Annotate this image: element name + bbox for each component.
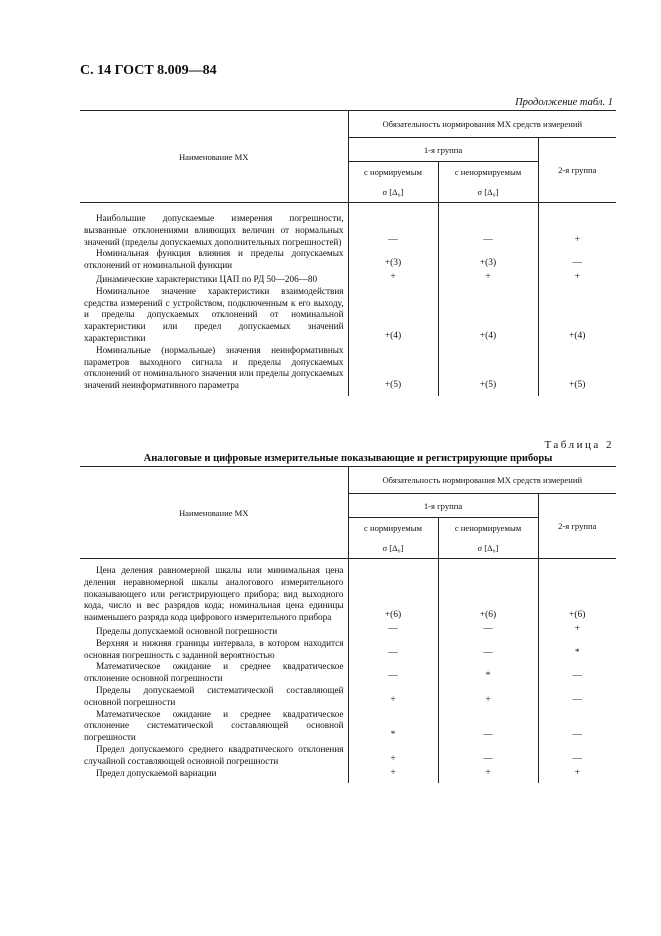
cell-unnormed: +(4) <box>438 286 538 345</box>
cell-group2: * <box>574 647 580 658</box>
row-name: Предел допускаемого среднего квадратического отклонения случайной составляющей основной погрешности <box>80 744 348 768</box>
column-header-obligation: Обязательность нормирования МХ средств измерений <box>348 467 616 494</box>
table-row <box>80 638 616 662</box>
cell-unnormed: +(3) <box>438 248 538 272</box>
table-row <box>80 559 616 624</box>
table-1 <box>80 110 616 396</box>
cell-group2: — <box>572 753 582 764</box>
cell-normed: + <box>348 272 438 286</box>
cell-group2: + <box>574 767 580 778</box>
cell-group2: +(6) <box>569 610 586 621</box>
row-name: Номинальная функция влияния и пределы допускаемых отклонений от номинальной функции <box>80 248 348 272</box>
cell-unnormed: + <box>438 685 538 709</box>
table-row <box>80 685 616 709</box>
column-header-group1: 1-я группа <box>348 138 538 162</box>
cell-normed: + <box>348 768 438 784</box>
table-2-label: Таблица 2 <box>544 439 614 451</box>
cell-group2: + <box>574 234 580 245</box>
row-name: Цена деления равномерной шкалы или минимальная цена деления неравномерной шкалы аналогового измерительного показывающего или регистрирующего прибора; вид выходного кода, число и вес разрядов кода; номинальная цена единицы наименьшего разряда кода цифрового измерительного прибора <box>80 559 348 624</box>
cell-normed: — <box>348 624 438 638</box>
column-header-name: Наименование МХ <box>80 467 348 559</box>
column-header-group2: 2-я группа <box>538 138 616 203</box>
cell-normed: +(4) <box>348 286 438 345</box>
cell-unnormed: — <box>438 624 538 638</box>
table-2 <box>80 466 616 783</box>
row-name: Пределы допускаемой систематической составляющей основной погрешности <box>80 685 348 709</box>
table-row <box>80 286 616 345</box>
table-row <box>80 661 616 685</box>
cell-group2: — <box>572 694 582 705</box>
cell-unnormed: + <box>438 768 538 784</box>
table-row <box>80 248 616 272</box>
row-name: Динамические характеристики ЦАП по РД 50—206—80 <box>80 272 348 286</box>
sigma-normed-label: σ [Δ₀] <box>348 182 438 203</box>
cell-normed: * <box>348 709 438 744</box>
table-continuation-label: Продолжение табл. 1 <box>515 97 613 108</box>
cell-group2: + <box>574 271 580 282</box>
cell-unnormed: — <box>438 709 538 744</box>
cell-unnormed: — <box>438 203 538 249</box>
sigma-unnormed-label: σ [Δ₀] <box>438 182 538 203</box>
sigma-normed-label: σ [Δ₀] <box>348 538 438 559</box>
cell-group2: +(5) <box>569 380 586 391</box>
cell-normed: + <box>348 685 438 709</box>
cell-normed: +(3) <box>348 248 438 272</box>
cell-normed: — <box>348 203 438 249</box>
column-header-group1: 1-я группа <box>348 494 538 518</box>
page-header: С. 14 ГОСТ 8.009—84 <box>80 63 217 78</box>
row-name: Наибольшие допускаемые измерения погрешности, вызванные отклонениями влияющих величин от нормальных значений (пределы допускаемых дополнительных погрешностей) <box>80 203 348 249</box>
cell-unnormed: +(5) <box>438 345 538 396</box>
table-2-title: Аналоговые и цифровые измерительные показывающие и регистрирующие приборы <box>143 453 553 464</box>
row-name: Математическое ожидание и среднее квадратическое отклонение основной погрешности <box>80 661 348 685</box>
table-row <box>80 624 616 638</box>
row-name: Математическое ожидание и среднее квадратическое отклонение систематической составляющей основной погрешности <box>80 709 348 744</box>
column-header-normed: с нормируемым <box>348 162 438 183</box>
cell-unnormed: * <box>438 661 538 685</box>
cell-unnormed: — <box>438 638 538 662</box>
cell-normed: +(6) <box>348 559 438 624</box>
cell-group2: — <box>572 730 582 741</box>
table-row <box>80 744 616 768</box>
cell-normed: + <box>348 744 438 768</box>
cell-group2: + <box>574 623 580 634</box>
column-header-obligation: Обязательность нормирования МХ средств измерений <box>348 111 616 138</box>
table-row <box>80 203 616 249</box>
table-row <box>80 709 616 744</box>
row-name: Номинальные (нормальные) значения неинформативных параметров выходного сигнала и пределы допускаемых отклонений от номинального значения или пределы допускаемых значений неинформативного параметра <box>80 345 348 396</box>
cell-group2: — <box>572 258 582 269</box>
column-header-unnormed: с ненормируемым <box>438 162 538 183</box>
cell-group2: — <box>572 671 582 682</box>
cell-unnormed: +(6) <box>438 559 538 624</box>
row-name: Предел допускаемой вариации <box>80 768 348 784</box>
column-header-unnormed: с ненормируемым <box>438 518 538 539</box>
column-header-normed: с нормируемым <box>348 518 438 539</box>
column-header-name: Наименование МХ <box>80 111 348 203</box>
cell-unnormed: + <box>438 272 538 286</box>
table-row <box>80 345 616 396</box>
cell-normed: — <box>348 638 438 662</box>
table-row <box>80 768 616 784</box>
cell-normed: +(5) <box>348 345 438 396</box>
column-header-group2: 2-я группа <box>538 494 616 559</box>
row-name: Верхняя и нижняя границы интервала, в котором находится основная погрешность с заданной вероятностью <box>80 638 348 662</box>
cell-normed: — <box>348 661 438 685</box>
row-name: Пределы допускаемой основной погрешности <box>80 624 348 638</box>
cell-unnormed: — <box>438 744 538 768</box>
cell-group2: +(4) <box>569 330 586 341</box>
table-row <box>80 272 616 286</box>
sigma-unnormed-label: σ [Δ₀] <box>438 538 538 559</box>
row-name: Номинальное значение характеристики взаимодействия средства измерений с устройством, подключенным к его выходу, и пределы допускаемых отклонений от номинальной характеристики или предел допускаемых значений характеристики <box>80 286 348 345</box>
